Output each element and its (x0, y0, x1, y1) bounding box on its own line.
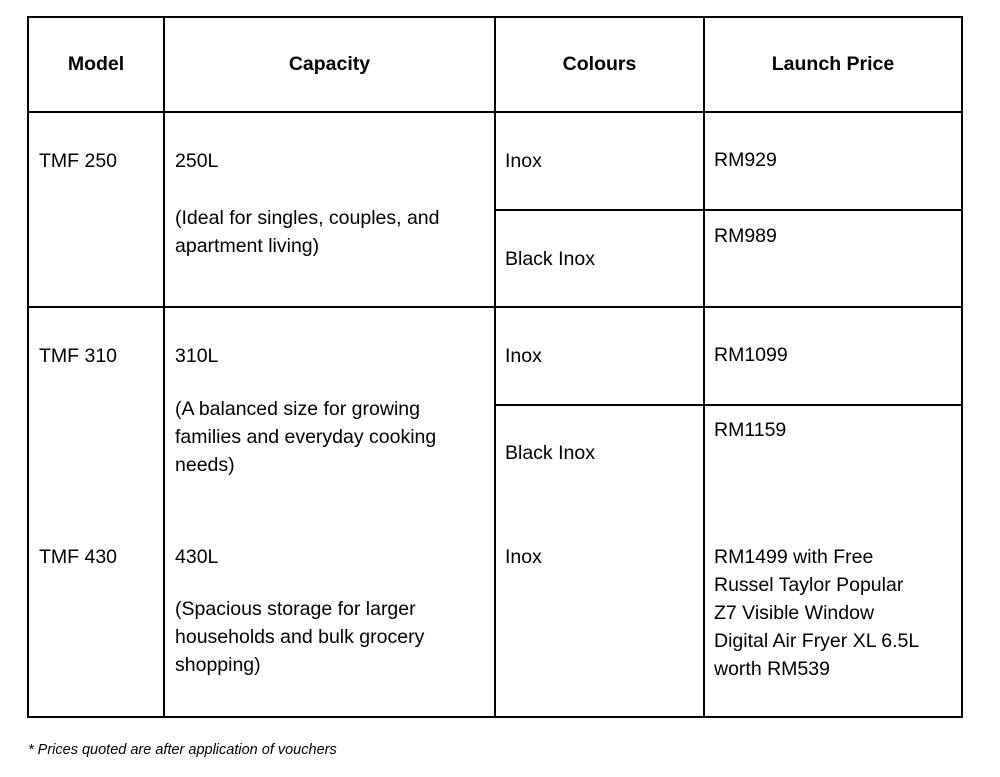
header-colours: Colours (562, 53, 637, 75)
column-divider (703, 16, 705, 718)
price-line: Digital Air Fryer XL 6.5L (714, 630, 920, 652)
price-cell: RM929 (714, 149, 777, 171)
description-line: shopping) (175, 654, 261, 676)
model-cell: TMF 430 (39, 546, 118, 568)
row-divider (494, 404, 963, 406)
table-border-right (961, 16, 963, 718)
colour-cell: Black Inox (505, 442, 595, 464)
colour-cell: Black Inox (505, 248, 595, 270)
capacity-description (175, 204, 440, 260)
header-launch-price: Launch Price (771, 53, 895, 75)
capacity-value: 250L (175, 150, 219, 172)
footnote: * Prices quoted are after application of vouchers (28, 742, 337, 758)
description-line: (A balanced size for growing (175, 398, 420, 420)
price-line: Russel Taylor Popular (714, 574, 904, 596)
capacity-value: 430L (175, 546, 219, 568)
colour-cell: Inox (505, 546, 542, 568)
header-model: Model (67, 53, 125, 75)
description-line: needs) (175, 454, 235, 476)
model-cell: TMF 310 (39, 345, 118, 367)
description-line: (Ideal for singles, couples, and (175, 207, 440, 229)
price-cell (714, 543, 919, 683)
capacity-description (175, 395, 436, 479)
colour-cell: Inox (505, 150, 542, 172)
header-capacity: Capacity (288, 53, 371, 75)
price-line: worth RM539 (714, 658, 830, 680)
description-line: households and bulk grocery (175, 626, 425, 648)
description-line: (Spacious storage for larger (175, 598, 416, 620)
capacity-value: 310L (175, 345, 219, 367)
price-line: RM1499 with Free (714, 546, 874, 568)
row-divider (494, 209, 963, 211)
description-line: apartment living) (175, 235, 320, 257)
model-cell: TMF 250 (39, 150, 118, 172)
colour-cell: Inox (505, 345, 542, 367)
column-divider (163, 16, 165, 718)
column-divider (494, 16, 496, 718)
price-cell: RM989 (714, 225, 777, 247)
capacity-description (175, 595, 424, 679)
price-line: Z7 Visible Window (714, 602, 875, 624)
price-cell: RM1159 (714, 419, 787, 441)
table-border-left (27, 16, 29, 718)
description-line: families and everyday cooking (175, 426, 437, 448)
price-cell: RM1099 (714, 344, 788, 366)
